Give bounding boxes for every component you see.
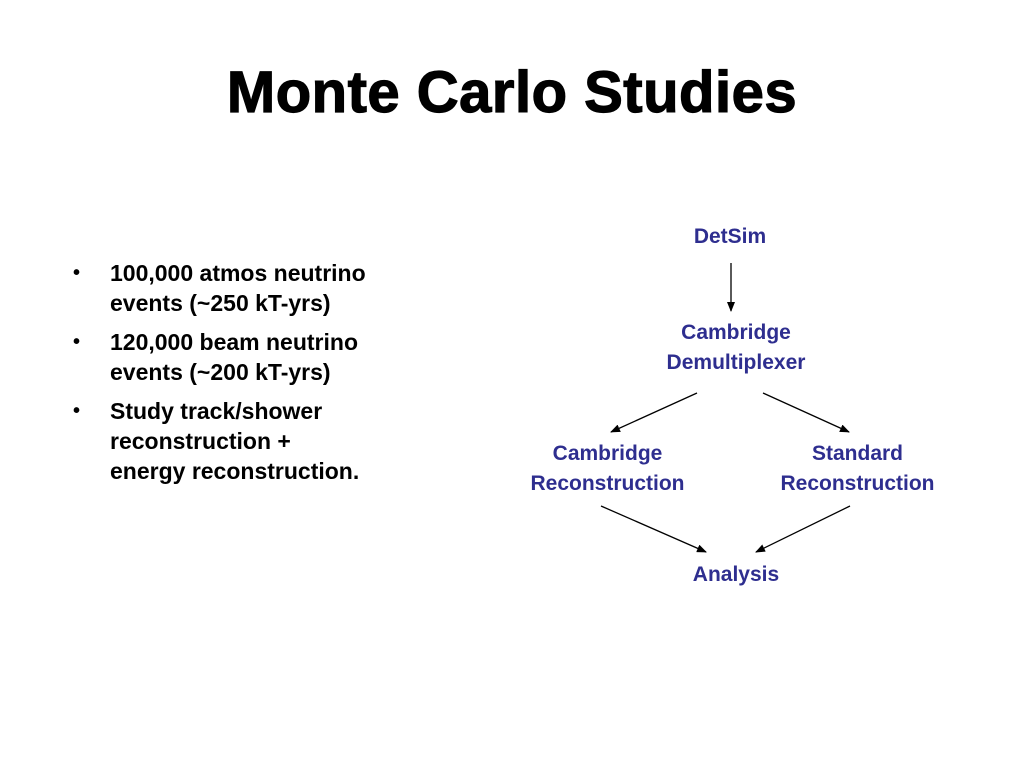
bullet-glyph: • <box>73 400 81 422</box>
bullet-glyph: • <box>73 262 81 284</box>
flow-node-cambridge-reconstruction: Cambridge Reconstruction <box>530 442 685 495</box>
arrow-cambridge_reco-to-analysis <box>601 506 706 552</box>
slide-title: Monte Carlo Studies <box>226 60 798 125</box>
bullet-glyph: • <box>73 331 81 353</box>
flow-node-detsim: DetSim <box>693 225 767 248</box>
bullet-item <box>70 327 470 387</box>
bullet-text: 100,000 atmos neutrino events (~250 kT-yrs) <box>110 260 366 316</box>
bullet-text: Study track/shower reconstruction + energy reconstruction. <box>110 398 360 484</box>
flow-node-analysis: Analysis <box>692 563 780 586</box>
bullet-list <box>70 258 470 495</box>
flow-node-demultiplexer: Cambridge Demultiplexer <box>666 321 806 374</box>
bullet-item <box>70 258 470 318</box>
arrow-demux-to-standard_reco <box>763 393 849 432</box>
arrow-demux-to-cambridge_reco <box>611 393 697 432</box>
flow-node-standard-reconstruction: Standard Reconstruction <box>780 442 935 495</box>
arrow-standard_reco-to-analysis <box>756 506 850 552</box>
bullet-text: 120,000 beam neutrino events (~200 kT-yrs) <box>110 329 358 385</box>
bullet-item <box>70 396 470 486</box>
